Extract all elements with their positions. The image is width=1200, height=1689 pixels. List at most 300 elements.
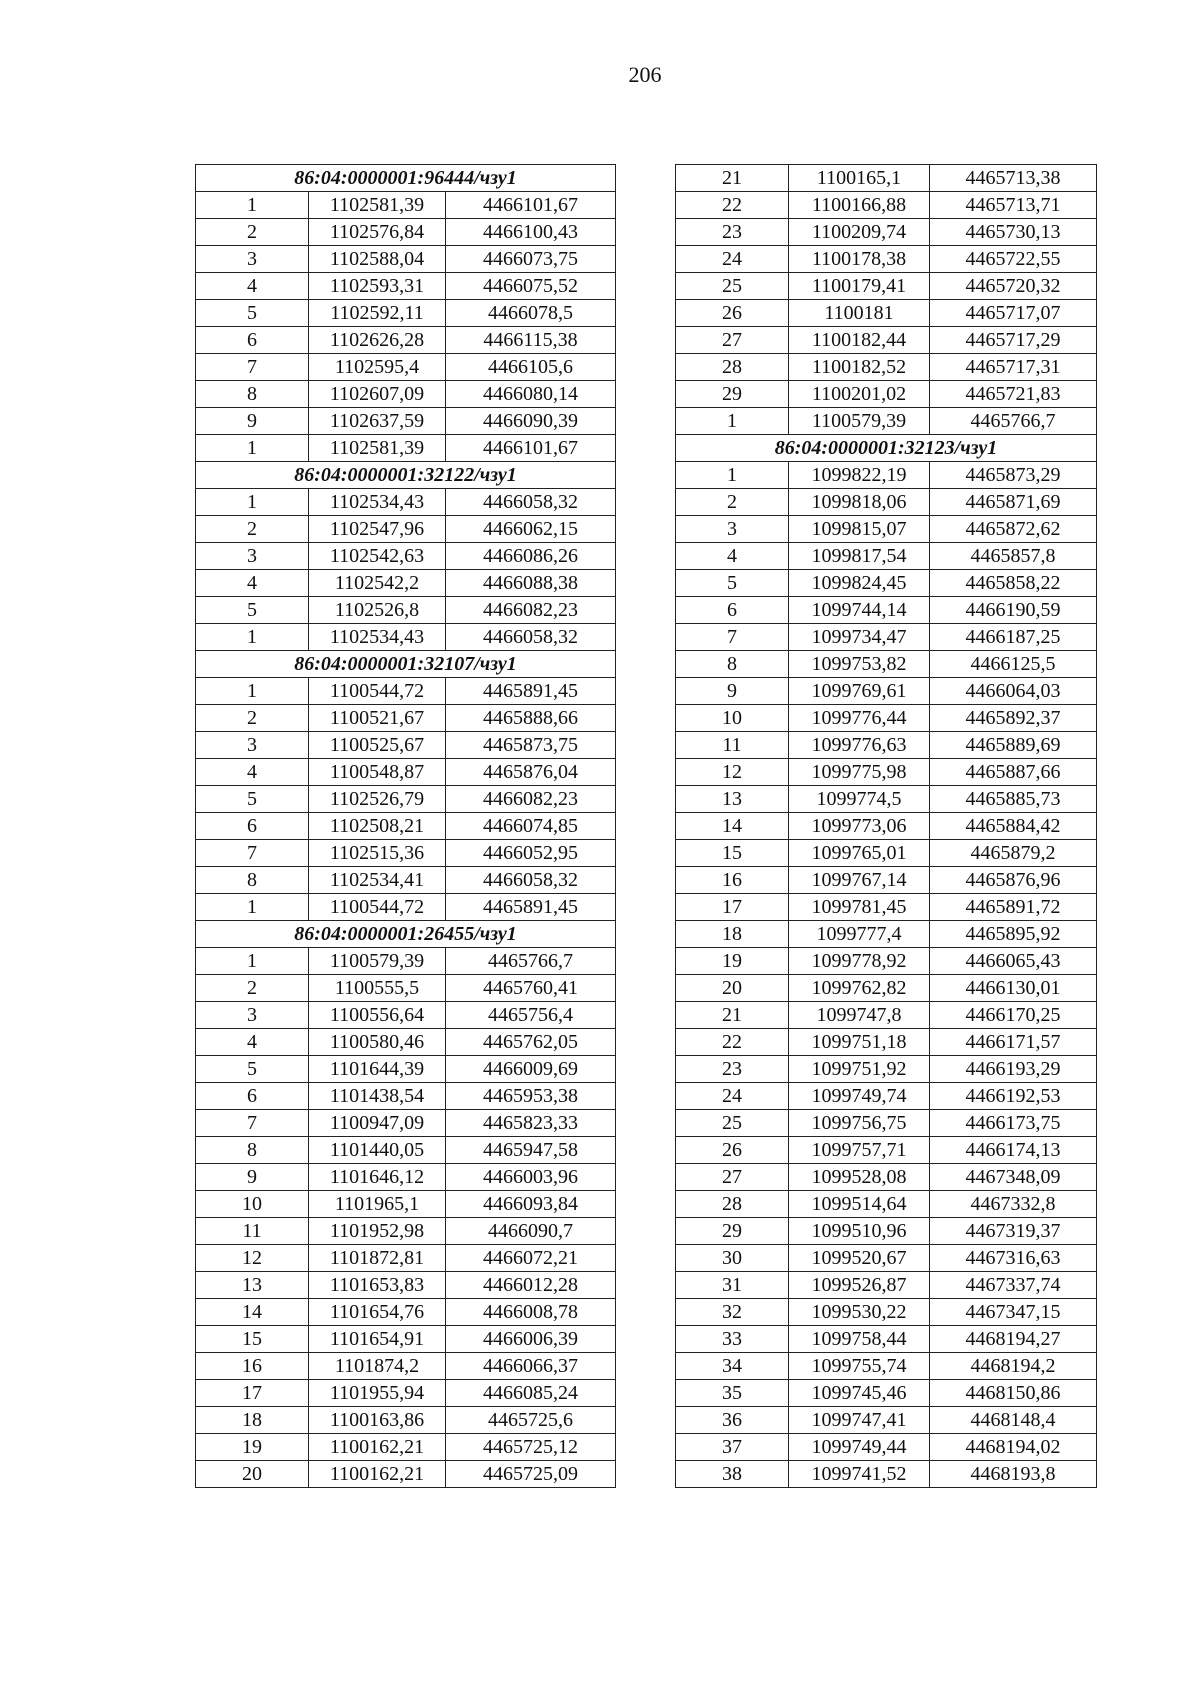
y-coordinate: 4465884,42: [930, 813, 1097, 840]
y-coordinate: 4467337,74: [930, 1272, 1097, 1299]
y-coordinate: 4466088,38: [446, 570, 616, 597]
y-coordinate: 4465953,38: [446, 1083, 616, 1110]
table-row: [196, 624, 616, 651]
table-row: [196, 786, 616, 813]
point-number: 1: [196, 678, 309, 705]
y-coordinate: 4466066,37: [446, 1353, 616, 1380]
y-coordinate: 4465766,7: [930, 408, 1097, 435]
x-coordinate: 1100544,72: [309, 678, 446, 705]
point-number: 18: [676, 921, 789, 948]
point-number: 1: [196, 948, 309, 975]
x-coordinate: 1099774,5: [789, 786, 930, 813]
x-coordinate: 1099776,63: [789, 732, 930, 759]
point-number: 26: [676, 300, 789, 327]
y-coordinate: 4465887,66: [930, 759, 1097, 786]
x-coordinate: 1100162,21: [309, 1461, 446, 1488]
point-number: 35: [676, 1380, 789, 1407]
point-number: 1: [676, 408, 789, 435]
table-row: [196, 1380, 616, 1407]
point-number: 30: [676, 1245, 789, 1272]
point-number: 19: [676, 948, 789, 975]
point-number: 21: [676, 1002, 789, 1029]
point-number: 3: [196, 543, 309, 570]
y-coordinate: 4465891,72: [930, 894, 1097, 921]
table-row: [676, 840, 1097, 867]
x-coordinate: 1102637,59: [309, 408, 446, 435]
y-coordinate: 4465873,75: [446, 732, 616, 759]
point-number: 2: [676, 489, 789, 516]
table-row: [196, 1434, 616, 1461]
point-number: 2: [196, 975, 309, 1002]
table-row: [196, 1218, 616, 1245]
point-number: 14: [196, 1299, 309, 1326]
table-row: [196, 1245, 616, 1272]
point-number: 12: [676, 759, 789, 786]
y-coordinate: 4468194,2: [930, 1353, 1097, 1380]
point-number: 33: [676, 1326, 789, 1353]
x-coordinate: 1102581,39: [309, 435, 446, 462]
point-number: 6: [196, 813, 309, 840]
y-coordinate: 4466193,29: [930, 1056, 1097, 1083]
table-row: [676, 489, 1097, 516]
point-number: 1: [196, 192, 309, 219]
y-coordinate: 4466093,84: [446, 1191, 616, 1218]
x-coordinate: 1100525,67: [309, 732, 446, 759]
y-coordinate: 4466073,75: [446, 246, 616, 273]
table-row: [676, 759, 1097, 786]
x-coordinate: 1099526,87: [789, 1272, 930, 1299]
point-number: 2: [196, 516, 309, 543]
point-number: 11: [676, 732, 789, 759]
point-number: 17: [196, 1380, 309, 1407]
x-coordinate: 1100163,86: [309, 1407, 446, 1434]
y-coordinate: 4468194,27: [930, 1326, 1097, 1353]
y-coordinate: 4465947,58: [446, 1137, 616, 1164]
point-number: 10: [676, 705, 789, 732]
point-number: 10: [196, 1191, 309, 1218]
point-number: 16: [676, 867, 789, 894]
table-row: [196, 381, 616, 408]
y-coordinate: 4467348,09: [930, 1164, 1097, 1191]
table-row: [196, 1353, 616, 1380]
y-coordinate: 4465885,73: [930, 786, 1097, 813]
table-row: [676, 1218, 1097, 1245]
point-number: 13: [676, 786, 789, 813]
x-coordinate: 1102526,79: [309, 786, 446, 813]
x-coordinate: 1099773,06: [789, 813, 930, 840]
x-coordinate: 1100556,64: [309, 1002, 446, 1029]
x-coordinate: 1102542,63: [309, 543, 446, 570]
x-coordinate: 1100579,39: [309, 948, 446, 975]
table-row: [676, 273, 1097, 300]
table-row: [676, 786, 1097, 813]
y-coordinate: 4466173,75: [930, 1110, 1097, 1137]
table-row: [196, 1137, 616, 1164]
table-row: [676, 1272, 1097, 1299]
point-number: 3: [196, 1002, 309, 1029]
x-coordinate: 1099815,07: [789, 516, 930, 543]
x-coordinate: 1099817,54: [789, 543, 930, 570]
point-number: 14: [676, 813, 789, 840]
parcel-header-row: [196, 921, 616, 948]
y-coordinate: 4466074,85: [446, 813, 616, 840]
point-number: 9: [196, 1164, 309, 1191]
y-coordinate: 4465713,71: [930, 192, 1097, 219]
y-coordinate: 4466192,53: [930, 1083, 1097, 1110]
y-coordinate: 4465721,83: [930, 381, 1097, 408]
y-coordinate: 4467347,15: [930, 1299, 1097, 1326]
point-number: 7: [676, 624, 789, 651]
point-number: 13: [196, 1272, 309, 1299]
table-row: [676, 1434, 1097, 1461]
table-row: [196, 1164, 616, 1191]
x-coordinate: 1099778,92: [789, 948, 930, 975]
y-coordinate: 4468148,4: [930, 1407, 1097, 1434]
point-number: 37: [676, 1434, 789, 1461]
table-row: [676, 975, 1097, 1002]
x-coordinate: 1101965,1: [309, 1191, 446, 1218]
x-coordinate: 1099751,18: [789, 1029, 930, 1056]
y-coordinate: 4465823,33: [446, 1110, 616, 1137]
y-coordinate: 4466064,03: [930, 678, 1097, 705]
table-row: [196, 300, 616, 327]
y-coordinate: 4465891,45: [446, 894, 616, 921]
point-number: 19: [196, 1434, 309, 1461]
y-coordinate: 4465891,45: [446, 678, 616, 705]
parcel-id: 86:04:0000001:26455/чзу1: [196, 921, 616, 948]
table-row: [676, 462, 1097, 489]
y-coordinate: 4467332,8: [930, 1191, 1097, 1218]
point-number: 9: [676, 678, 789, 705]
x-coordinate: 1100521,67: [309, 705, 446, 732]
y-coordinate: 4466115,38: [446, 327, 616, 354]
table-row: [676, 300, 1097, 327]
point-number: 5: [196, 597, 309, 624]
table-row: [676, 165, 1097, 192]
x-coordinate: 1099755,74: [789, 1353, 930, 1380]
y-coordinate: 4468194,02: [930, 1434, 1097, 1461]
table-row: [196, 597, 616, 624]
x-coordinate: 1100579,39: [789, 408, 930, 435]
x-coordinate: 1102593,31: [309, 273, 446, 300]
point-number: 24: [676, 246, 789, 273]
point-number: 8: [676, 651, 789, 678]
table-row: [676, 1110, 1097, 1137]
x-coordinate: 1102534,43: [309, 489, 446, 516]
y-coordinate: 4465876,96: [930, 867, 1097, 894]
y-coordinate: 4466009,69: [446, 1056, 616, 1083]
x-coordinate: 1100179,41: [789, 273, 930, 300]
x-coordinate: 1099753,82: [789, 651, 930, 678]
x-coordinate: 1099765,01: [789, 840, 930, 867]
table-row: [196, 840, 616, 867]
table-row: [676, 894, 1097, 921]
y-coordinate: 4465857,8: [930, 543, 1097, 570]
point-number: 21: [676, 165, 789, 192]
y-coordinate: 4466171,57: [930, 1029, 1097, 1056]
table-row: [196, 948, 616, 975]
table-row: [676, 1326, 1097, 1353]
point-number: 7: [196, 1110, 309, 1137]
table-row: [676, 543, 1097, 570]
table-row: [676, 597, 1097, 624]
y-coordinate: 4465871,69: [930, 489, 1097, 516]
x-coordinate: 1101438,54: [309, 1083, 446, 1110]
x-coordinate: 1100166,88: [789, 192, 930, 219]
x-coordinate: 1100201,02: [789, 381, 930, 408]
x-coordinate: 1099781,45: [789, 894, 930, 921]
table-row: [676, 1461, 1097, 1488]
x-coordinate: 1099744,14: [789, 597, 930, 624]
x-coordinate: 1101654,76: [309, 1299, 446, 1326]
y-coordinate: 4466062,15: [446, 516, 616, 543]
x-coordinate: 1100162,21: [309, 1434, 446, 1461]
point-number: 1: [196, 489, 309, 516]
table-row: [196, 705, 616, 732]
table-row: [196, 1407, 616, 1434]
y-coordinate: 4465762,05: [446, 1029, 616, 1056]
point-number: 12: [196, 1245, 309, 1272]
point-number: 8: [196, 867, 309, 894]
y-coordinate: 4466058,32: [446, 624, 616, 651]
point-number: 1: [676, 462, 789, 489]
x-coordinate: 1102595,4: [309, 354, 446, 381]
x-coordinate: 1099762,82: [789, 975, 930, 1002]
point-number: 4: [196, 1029, 309, 1056]
point-number: 17: [676, 894, 789, 921]
table-row: [676, 1056, 1097, 1083]
x-coordinate: 1099747,41: [789, 1407, 930, 1434]
y-coordinate: 4466075,52: [446, 273, 616, 300]
point-number: 23: [676, 1056, 789, 1083]
y-coordinate: 4465730,13: [930, 219, 1097, 246]
y-coordinate: 4465725,6: [446, 1407, 616, 1434]
x-coordinate: 1100548,87: [309, 759, 446, 786]
y-coordinate: 4465725,09: [446, 1461, 616, 1488]
point-number: 3: [196, 732, 309, 759]
y-coordinate: 4466130,01: [930, 975, 1097, 1002]
table-row: [676, 1164, 1097, 1191]
point-number: 15: [676, 840, 789, 867]
table-row: [196, 1110, 616, 1137]
point-number: 6: [676, 597, 789, 624]
x-coordinate: 1100182,52: [789, 354, 930, 381]
x-coordinate: 1099751,92: [789, 1056, 930, 1083]
x-coordinate: 1100182,44: [789, 327, 930, 354]
table-row: [676, 1137, 1097, 1164]
y-coordinate: 4466008,78: [446, 1299, 616, 1326]
x-coordinate: 1099747,8: [789, 1002, 930, 1029]
coordinates-table-right: [675, 164, 1097, 1488]
y-coordinate: 4465713,38: [930, 165, 1097, 192]
point-number: 38: [676, 1461, 789, 1488]
table-row: [676, 192, 1097, 219]
y-coordinate: 4466125,5: [930, 651, 1097, 678]
table-row: [196, 894, 616, 921]
x-coordinate: 1102576,84: [309, 219, 446, 246]
y-coordinate: 4465888,66: [446, 705, 616, 732]
point-number: 32: [676, 1299, 789, 1326]
coordinates-table-left: [195, 164, 616, 1488]
table-row: [676, 327, 1097, 354]
x-coordinate: 1101654,91: [309, 1326, 446, 1353]
point-number: 8: [196, 1137, 309, 1164]
point-number: 25: [676, 1110, 789, 1137]
parcel-header-row: [196, 165, 616, 192]
x-coordinate: 1100555,5: [309, 975, 446, 1002]
x-coordinate: 1099769,61: [789, 678, 930, 705]
y-coordinate: 4466187,25: [930, 624, 1097, 651]
table-row: [196, 1083, 616, 1110]
table-row: [196, 975, 616, 1002]
parcel-id: 86:04:0000001:32122/чзу1: [196, 462, 616, 489]
table-row: [676, 1380, 1097, 1407]
parcel-header-row: [676, 435, 1097, 462]
y-coordinate: 4466080,14: [446, 381, 616, 408]
x-coordinate: 1101955,94: [309, 1380, 446, 1407]
x-coordinate: 1099775,98: [789, 759, 930, 786]
point-number: 28: [676, 354, 789, 381]
point-number: 3: [196, 246, 309, 273]
point-number: 18: [196, 1407, 309, 1434]
point-number: 8: [196, 381, 309, 408]
x-coordinate: 1101644,39: [309, 1056, 446, 1083]
y-coordinate: 4465895,92: [930, 921, 1097, 948]
x-coordinate: 1101440,05: [309, 1137, 446, 1164]
table-row: [676, 1191, 1097, 1218]
x-coordinate: 1101874,2: [309, 1353, 446, 1380]
table-row: [676, 732, 1097, 759]
x-coordinate: 1099749,44: [789, 1434, 930, 1461]
point-number: 11: [196, 1218, 309, 1245]
table-row: [196, 1002, 616, 1029]
x-coordinate: 1102581,39: [309, 192, 446, 219]
x-coordinate: 1102607,09: [309, 381, 446, 408]
y-coordinate: 4466174,13: [930, 1137, 1097, 1164]
table-row: [676, 921, 1097, 948]
x-coordinate: 1102588,04: [309, 246, 446, 273]
table-row: [676, 1353, 1097, 1380]
y-coordinate: 4466101,67: [446, 192, 616, 219]
point-number: 3: [676, 516, 789, 543]
y-coordinate: 4466078,5: [446, 300, 616, 327]
point-number: 29: [676, 1218, 789, 1245]
point-number: 1: [196, 894, 309, 921]
point-number: 28: [676, 1191, 789, 1218]
x-coordinate: 1099758,44: [789, 1326, 930, 1353]
table-row: [676, 1299, 1097, 1326]
table-row: [676, 867, 1097, 894]
table-row: [196, 867, 616, 894]
y-coordinate: 4466082,23: [446, 786, 616, 813]
x-coordinate: 1102534,41: [309, 867, 446, 894]
y-coordinate: 4466012,28: [446, 1272, 616, 1299]
x-coordinate: 1102542,2: [309, 570, 446, 597]
table-row: [676, 408, 1097, 435]
y-coordinate: 4466085,24: [446, 1380, 616, 1407]
table-row: [196, 1056, 616, 1083]
table-row: [676, 381, 1097, 408]
point-number: 7: [196, 354, 309, 381]
table-row: [196, 246, 616, 273]
point-number: 20: [196, 1461, 309, 1488]
y-coordinate: 4465720,32: [930, 273, 1097, 300]
table-row: [676, 651, 1097, 678]
parcel-header-row: [196, 462, 616, 489]
point-number: 7: [196, 840, 309, 867]
point-number: 34: [676, 1353, 789, 1380]
y-coordinate: 4466170,25: [930, 1002, 1097, 1029]
y-coordinate: 4466082,23: [446, 597, 616, 624]
y-coordinate: 4465766,7: [446, 948, 616, 975]
y-coordinate: 4465717,31: [930, 354, 1097, 381]
y-coordinate: 4466101,67: [446, 435, 616, 462]
parcel-id: 86:04:0000001:32107/чзу1: [196, 651, 616, 678]
y-coordinate: 4468150,86: [930, 1380, 1097, 1407]
point-number: 16: [196, 1353, 309, 1380]
point-number: 9: [196, 408, 309, 435]
x-coordinate: 1099741,52: [789, 1461, 930, 1488]
table-row: [196, 516, 616, 543]
point-number: 36: [676, 1407, 789, 1434]
y-coordinate: 4466058,32: [446, 489, 616, 516]
y-coordinate: 4465889,69: [930, 732, 1097, 759]
table-row: [676, 948, 1097, 975]
x-coordinate: 1099767,14: [789, 867, 930, 894]
x-coordinate: 1099530,22: [789, 1299, 930, 1326]
table-row: [196, 192, 616, 219]
x-coordinate: 1102534,43: [309, 624, 446, 651]
x-coordinate: 1099776,44: [789, 705, 930, 732]
point-number: 22: [676, 1029, 789, 1056]
y-coordinate: 4466086,26: [446, 543, 616, 570]
point-number: 5: [196, 786, 309, 813]
y-coordinate: 4466090,7: [446, 1218, 616, 1245]
y-coordinate: 4467316,63: [930, 1245, 1097, 1272]
y-coordinate: 4466190,59: [930, 597, 1097, 624]
x-coordinate: 1102626,28: [309, 327, 446, 354]
table-row: [676, 516, 1097, 543]
page-number: 206: [628, 62, 662, 87]
x-coordinate: 1099520,67: [789, 1245, 930, 1272]
y-coordinate: 4466072,21: [446, 1245, 616, 1272]
y-coordinate: 4466065,43: [930, 948, 1097, 975]
table-row: [676, 705, 1097, 732]
x-coordinate: 1100947,09: [309, 1110, 446, 1137]
point-number: 26: [676, 1137, 789, 1164]
x-coordinate: 1099734,47: [789, 624, 930, 651]
parcel-header-row: [196, 651, 616, 678]
parcel-id: 86:04:0000001:96444/чзу1: [196, 165, 616, 192]
table-row: [196, 1029, 616, 1056]
x-coordinate: 1101872,81: [309, 1245, 446, 1272]
y-coordinate: 4466090,39: [446, 408, 616, 435]
point-number: 27: [676, 327, 789, 354]
table-row: [196, 570, 616, 597]
x-coordinate: 1102547,96: [309, 516, 446, 543]
table-row: [676, 1002, 1097, 1029]
x-coordinate: 1099777,4: [789, 921, 930, 948]
point-number: 1: [196, 624, 309, 651]
x-coordinate: 1102515,36: [309, 840, 446, 867]
point-number: 5: [196, 1056, 309, 1083]
table-row: [676, 246, 1097, 273]
table-row: [196, 543, 616, 570]
y-coordinate: 4465717,29: [930, 327, 1097, 354]
y-coordinate: 4465879,2: [930, 840, 1097, 867]
x-coordinate: 1099756,75: [789, 1110, 930, 1137]
x-coordinate: 1100580,46: [309, 1029, 446, 1056]
